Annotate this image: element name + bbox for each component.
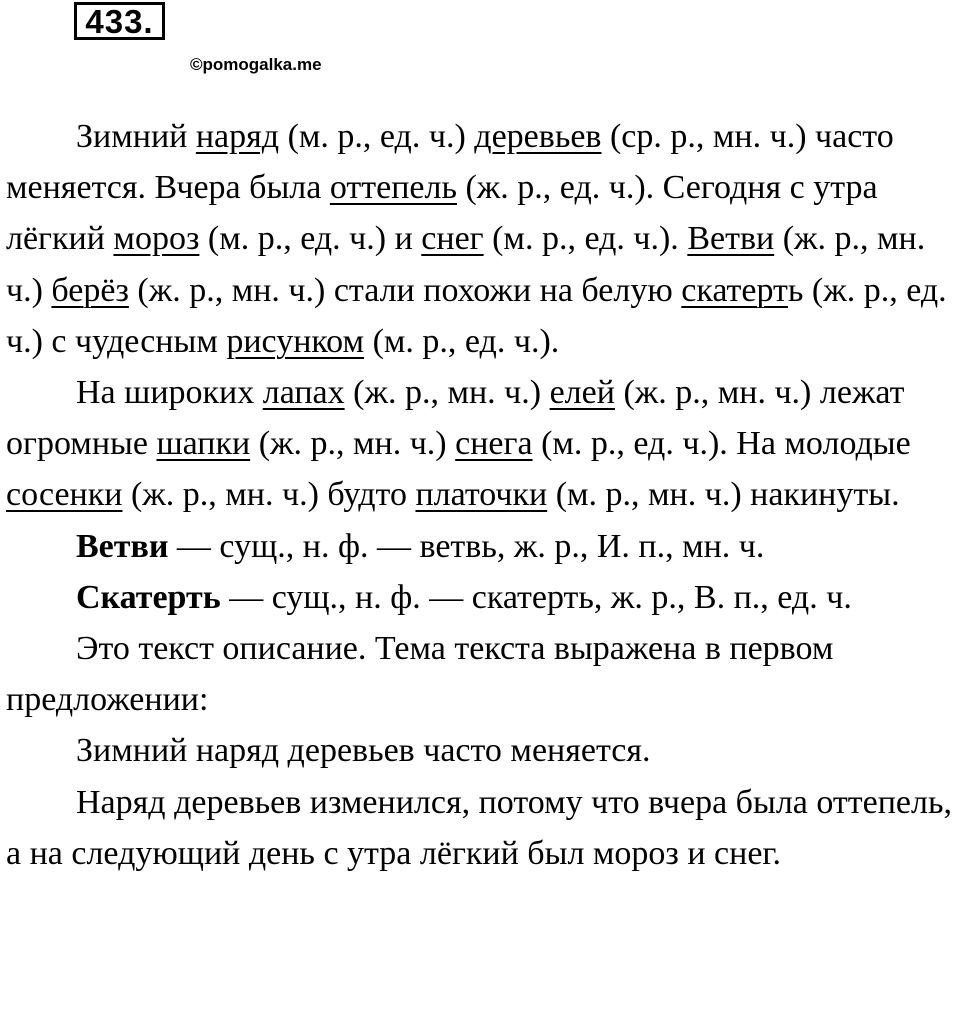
parsed-word: Скатерть: [76, 578, 221, 616]
underlined-noun: оттепель: [329, 169, 457, 207]
underlined-noun: шапки: [156, 425, 251, 463]
paragraph-5: Это текст описание. Тема текста выражена в первом предложении:: [6, 630, 834, 719]
underlined-noun: деревьев: [474, 118, 602, 155]
paragraph-6: Зимний наряд деревьев часто меняется.: [76, 732, 651, 770]
parsed-word: Ветви: [76, 527, 169, 565]
underlined-noun: рисунком: [226, 322, 365, 360]
paragraph-4: [6, 572, 958, 623]
text-run: (м. р., ед. ч.): [279, 118, 475, 155]
paragraph-7: Наряд деревьев изменился, потому что вчера была оттепель, а на следующий день с утра лёгкий был мороз и снег.: [6, 783, 952, 872]
text-run: (ж. р., ед. ч.). Сегодня с утра лёгкий: [6, 169, 878, 258]
text-run: (ср. р., мн. ч.) часто меняется. Вчера была: [6, 118, 894, 207]
paragraph-3: [6, 521, 958, 572]
underlined-noun: наряд: [195, 118, 280, 155]
underlined-noun: Ветви: [687, 220, 775, 258]
watermark: ©pomogalka.me: [190, 55, 322, 74]
underlined-noun: скатерт: [681, 271, 788, 309]
text-run: (ж. р., мн. ч.) будто: [122, 476, 416, 514]
answer-text: [6, 111, 958, 879]
parse-description: — сущ., н. ф. — ветвь, ж. р., И. п., мн. ч.: [168, 527, 765, 565]
text-run: (ж. р., мн. ч.) лежат огромные: [6, 374, 905, 463]
text-run: (ж. р., мн. ч.): [344, 374, 550, 412]
text-run: ь (ж. р., ед. ч.) с чудесным: [6, 271, 947, 360]
text-run: (м. р., ед. ч.) и: [199, 220, 422, 258]
text-run: Зимний: [76, 118, 196, 155]
underlined-noun: сосенки: [6, 476, 123, 514]
parse-description: — сущ., н. ф. — скатерть, ж. р., В. п., ед. ч.: [220, 578, 852, 616]
text-run: (ж. р., мн. ч.): [6, 220, 926, 309]
exercise-number: 433.: [85, 2, 154, 40]
text-run: (м. р., ед. ч.). На молодые: [532, 425, 911, 463]
underlined-noun: снега: [455, 425, 533, 463]
text-run: (м. р., ед. ч.).: [483, 220, 688, 258]
paragraph-2: [6, 367, 958, 521]
paragraph-1: [6, 111, 958, 367]
underlined-noun: берёз: [51, 271, 129, 309]
text-run: (м. р., ед. ч.).: [364, 322, 560, 360]
underlined-noun: платочки: [415, 476, 548, 514]
text-run: (ж. р., мн. ч.) стали похожи на белую: [128, 271, 682, 309]
underlined-noun: лапах: [262, 374, 345, 412]
underlined-noun: елей: [549, 374, 615, 412]
underlined-noun: мороз: [113, 220, 200, 258]
text-run: (м. р., мн. ч.) накинуты.: [547, 476, 900, 514]
text-run: (ж. р., мн. ч.): [250, 425, 456, 463]
underlined-noun: снег: [421, 220, 484, 258]
exercise-number-box: [74, 2, 165, 40]
text-run: На широких: [76, 374, 263, 412]
